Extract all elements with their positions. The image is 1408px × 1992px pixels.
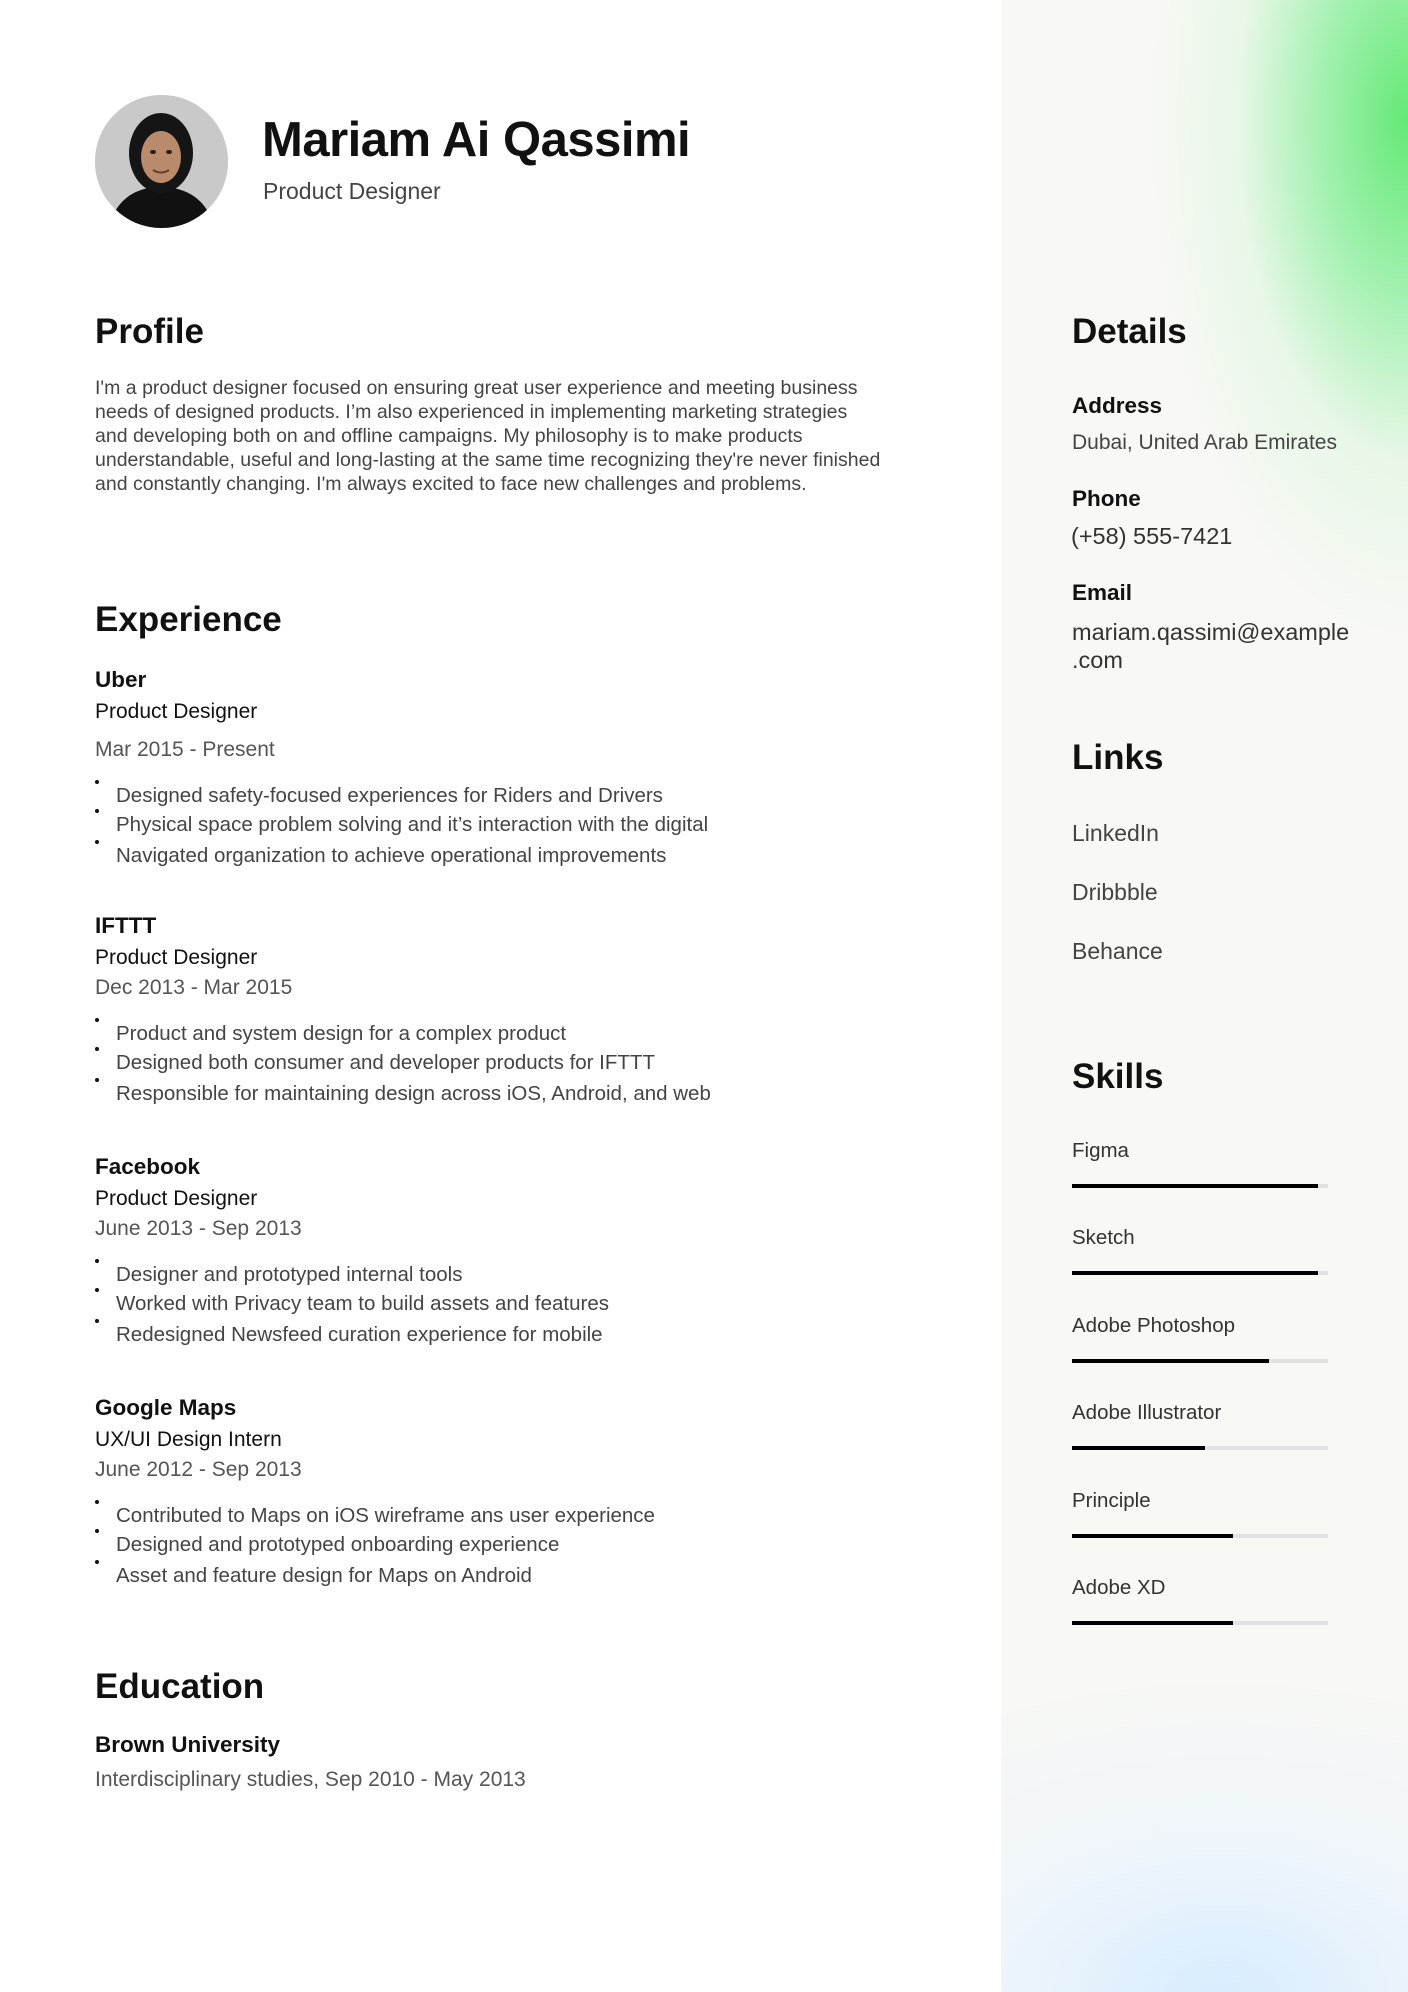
job-bullet: [95, 1049, 915, 1078]
skill-level-track: [1072, 1184, 1328, 1188]
avatar-portrait-icon: [95, 95, 228, 228]
skill-level-track: [1072, 1446, 1328, 1450]
candidate-title: Product Designer: [263, 178, 441, 204]
email-line-1: mariam.qassimi@example: [1072, 619, 1350, 645]
skills-heading: Skills: [1072, 1057, 1164, 1096]
bullet-dot-icon: [95, 840, 99, 844]
details-heading: Details: [1072, 312, 1187, 351]
avatar: [95, 95, 228, 228]
job-dates: Dec 2013 - Mar 2015: [95, 976, 293, 999]
skill-level-bar: [1072, 1621, 1233, 1625]
skill-level-track: [1072, 1621, 1328, 1625]
experience-heading: Experience: [95, 600, 282, 639]
skill-level-track: [1072, 1271, 1328, 1275]
job-role: Product Designer: [95, 946, 258, 969]
skill-name: Sketch: [1072, 1226, 1135, 1249]
job-company: Uber: [95, 667, 147, 692]
link-dribbble[interactable]: Dribbble: [1072, 879, 1158, 905]
link-behance[interactable]: Behance: [1072, 938, 1163, 964]
job-bullet: [95, 1290, 915, 1319]
job-bullet: [95, 782, 915, 811]
skill-level-bar: [1072, 1359, 1269, 1363]
email-line-2: .com: [1072, 647, 1123, 673]
job-bullet: [95, 842, 915, 871]
bullet-dot-icon: [95, 1288, 99, 1292]
job-bullet-text: Worked with Privacy team to build assets and features: [116, 1291, 609, 1315]
job-bullet: [95, 1531, 915, 1560]
bullet-dot-icon: [95, 1560, 99, 1564]
phone-label: Phone: [1072, 486, 1141, 511]
job-bullet-text: Physical space problem solving and it’s interaction with the digital: [116, 812, 709, 836]
job-bullet-text: Asset and feature design for Maps on Android: [116, 1564, 532, 1587]
address-value: Dubai, United Arab Emirates: [1072, 431, 1337, 454]
job-bullet: [95, 1321, 915, 1350]
job-bullets: [95, 1020, 915, 1109]
skill-level-bar: [1072, 1534, 1233, 1538]
job-bullet-text: Designed safety-focused experiences for Riders and Drivers: [116, 784, 663, 807]
skill-name: Adobe Photoshop: [1072, 1314, 1235, 1337]
job-role: Product Designer: [95, 700, 258, 723]
job-bullet-text: Responsible for maintaining design across iOS, Android, and web: [116, 1082, 711, 1105]
profile-text: I'm a product designer focused on ensuring great user experience and meeting business needs of designed products. I’m also experienced in implementing marketing strategies and developing both on and offline campaigns. My philosophy is to make products understandable, useful and long-lasting at the same time recognizing they're never finished and constantly changing. I'm always excited to face new challenges and problems.: [95, 377, 881, 495]
job-company: Google Maps: [95, 1395, 237, 1420]
job-bullet-text: Navigated organization to achieve operational improvements: [116, 844, 667, 867]
skill-level-bar: [1072, 1446, 1205, 1450]
job-bullet-text: Designed both consumer and developer products for IFTTT: [116, 1050, 655, 1074]
skill-name: Principle: [1072, 1489, 1151, 1512]
job-role: Product Designer: [95, 1187, 258, 1210]
job-bullet-text: Designer and prototyped internal tools: [116, 1263, 463, 1286]
links-heading: Links: [1072, 738, 1164, 777]
job-bullet: [95, 811, 915, 840]
job-role: UX/UI Design Intern: [95, 1428, 282, 1451]
link-linkedin[interactable]: LinkedIn: [1072, 820, 1159, 846]
bullet-dot-icon: [95, 1078, 99, 1082]
sidebar-column: [1001, 0, 1408, 1992]
job-dates: June 2013 - Sep 2013: [95, 1217, 302, 1240]
bullet-dot-icon: [95, 780, 99, 784]
candidate-name: Mariam Ai Qassimi: [262, 113, 691, 167]
skill-level-track: [1072, 1359, 1328, 1363]
job-bullet: [95, 1502, 915, 1531]
skill-name: Adobe Illustrator: [1072, 1401, 1222, 1424]
skill-item: [1072, 1573, 1328, 1625]
bullet-dot-icon: [95, 1018, 99, 1022]
education-heading: Education: [95, 1667, 265, 1706]
skill-item: [1072, 1223, 1328, 1275]
bullet-dot-icon: [95, 1047, 99, 1051]
skill-item: [1072, 1398, 1328, 1450]
job-entry-facebook: [95, 1152, 915, 1350]
job-bullet: [95, 1020, 915, 1049]
skill-name: Figma: [1072, 1139, 1129, 1162]
job-entry-uber: [95, 665, 915, 871]
job-entry-google-maps: [95, 1393, 915, 1591]
bullet-dot-icon: [95, 1259, 99, 1263]
job-dates: Mar 2015 - Present: [95, 738, 275, 761]
skill-item: [1072, 1136, 1328, 1188]
job-bullets: [95, 782, 915, 871]
education-school: Brown University: [95, 1732, 281, 1757]
job-bullet: [95, 1562, 915, 1591]
bullet-dot-icon: [95, 1500, 99, 1504]
skill-item: [1072, 1311, 1328, 1363]
job-bullets: [95, 1502, 915, 1591]
profile-heading: Profile: [95, 312, 204, 351]
job-dates: June 2012 - Sep 2013: [95, 1458, 302, 1481]
address-label: Address: [1072, 393, 1163, 418]
skill-level-bar: [1072, 1184, 1318, 1188]
skill-name: Adobe XD: [1072, 1576, 1166, 1599]
skill-item: [1072, 1486, 1328, 1538]
bullet-dot-icon: [95, 1529, 99, 1533]
job-entry-ifttt: [95, 911, 915, 1109]
bullet-dot-icon: [95, 809, 99, 813]
phone-value: (+58) 555-7421: [1071, 523, 1233, 549]
job-bullet-text: Contributed to Maps on iOS wireframe ans user experience: [116, 1504, 655, 1527]
job-bullet-text: Product and system design for a complex product: [116, 1022, 567, 1045]
email-value: [1072, 618, 1372, 674]
bullet-dot-icon: [95, 1319, 99, 1323]
job-bullet: [95, 1080, 915, 1109]
job-bullet: [95, 1261, 915, 1290]
job-company: Facebook: [95, 1154, 201, 1179]
education-detail: Interdisciplinary studies, Sep 2010 - May 2013: [95, 1768, 526, 1791]
job-bullet-text: Designed and prototyped onboarding experience: [116, 1532, 560, 1556]
job-bullet-text: Redesigned Newsfeed curation experience for mobile: [116, 1323, 603, 1346]
skill-level-track: [1072, 1534, 1328, 1538]
skill-level-bar: [1072, 1271, 1318, 1275]
job-bullets: [95, 1261, 915, 1350]
email-label: Email: [1072, 580, 1133, 605]
job-company: IFTTT: [95, 913, 157, 938]
